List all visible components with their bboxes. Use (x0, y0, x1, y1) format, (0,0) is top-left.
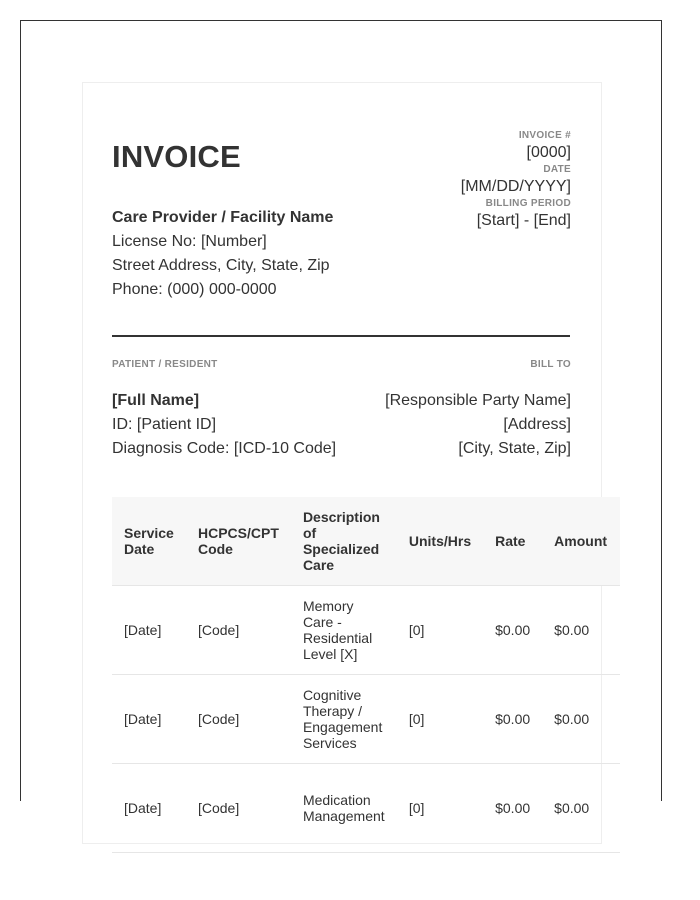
cell-code: [Code] (186, 764, 291, 853)
patient-name: [Full Name] (112, 392, 200, 409)
bill-to-address: [Address] (503, 416, 571, 433)
table-row (112, 764, 620, 853)
cell-units: [0] (397, 586, 483, 675)
cell-service-date: [Date] (112, 586, 186, 675)
cell-code: [Code] (186, 586, 291, 675)
cell-rate: $0.00 (483, 764, 542, 853)
bill-to-section-label: BILL TO (530, 359, 571, 370)
cell-rate: $0.00 (483, 586, 542, 675)
cell-description: Cognitive Therapy / Engagement Services (291, 675, 397, 764)
line-items-table (112, 497, 620, 853)
provider-name: Care Provider / Facility Name (112, 209, 334, 226)
header-rate: Rate (483, 497, 542, 586)
cell-rate: $0.00 (483, 675, 542, 764)
header-description: Description of Specialized Care (291, 497, 397, 586)
patient-diagnosis: Diagnosis Code: [ICD-10 Code] (112, 440, 337, 457)
billing-period-value: [Start] - [End] (476, 212, 571, 229)
provider-phone: Phone: (000) 000-0000 (112, 281, 277, 298)
cell-amount: $0.00 (542, 764, 620, 853)
date-value: [MM/DD/YYYY] (460, 178, 571, 195)
invoice-title: INVOICE (112, 139, 241, 174)
invoice-number-value: [0000] (526, 144, 571, 161)
date-label: DATE (543, 164, 571, 175)
provider-block (112, 206, 333, 302)
cell-amount: $0.00 (542, 586, 620, 675)
patient-block (112, 389, 336, 461)
cell-service-date: [Date] (112, 764, 186, 853)
header-units: Units/Hrs (397, 497, 483, 586)
provider-address: Street Address, City, State, Zip (112, 257, 330, 274)
patient-section-label: PATIENT / RESIDENT (112, 359, 218, 370)
bill-to-block (385, 389, 571, 461)
header-code: HCPCS/CPT Code (186, 497, 291, 586)
cell-service-date: [Date] (112, 675, 186, 764)
billing-period-label: BILLING PERIOD (485, 198, 571, 209)
document-viewport (20, 20, 662, 824)
cell-description: Medication Management (291, 764, 397, 853)
bill-to-party: [Responsible Party Name] (385, 392, 571, 409)
cell-units: [0] (397, 764, 483, 853)
patient-id: ID: [Patient ID] (112, 416, 217, 433)
invoice-number-label: INVOICE # (518, 130, 571, 141)
table-header-row (112, 497, 620, 586)
header-divider (112, 335, 570, 337)
header-service-date: Service Date (112, 497, 186, 586)
table-row (112, 586, 620, 675)
cell-units: [0] (397, 675, 483, 764)
cell-description: Memory Care - Residential Level [X] (291, 586, 397, 675)
cell-amount: $0.00 (542, 675, 620, 764)
cell-code: [Code] (186, 675, 291, 764)
header-amount: Amount (542, 497, 620, 586)
bill-to-city: [City, State, Zip] (458, 440, 571, 457)
invoice-meta (461, 129, 571, 231)
table-row (112, 675, 620, 764)
provider-license: License No: [Number] (112, 233, 267, 250)
